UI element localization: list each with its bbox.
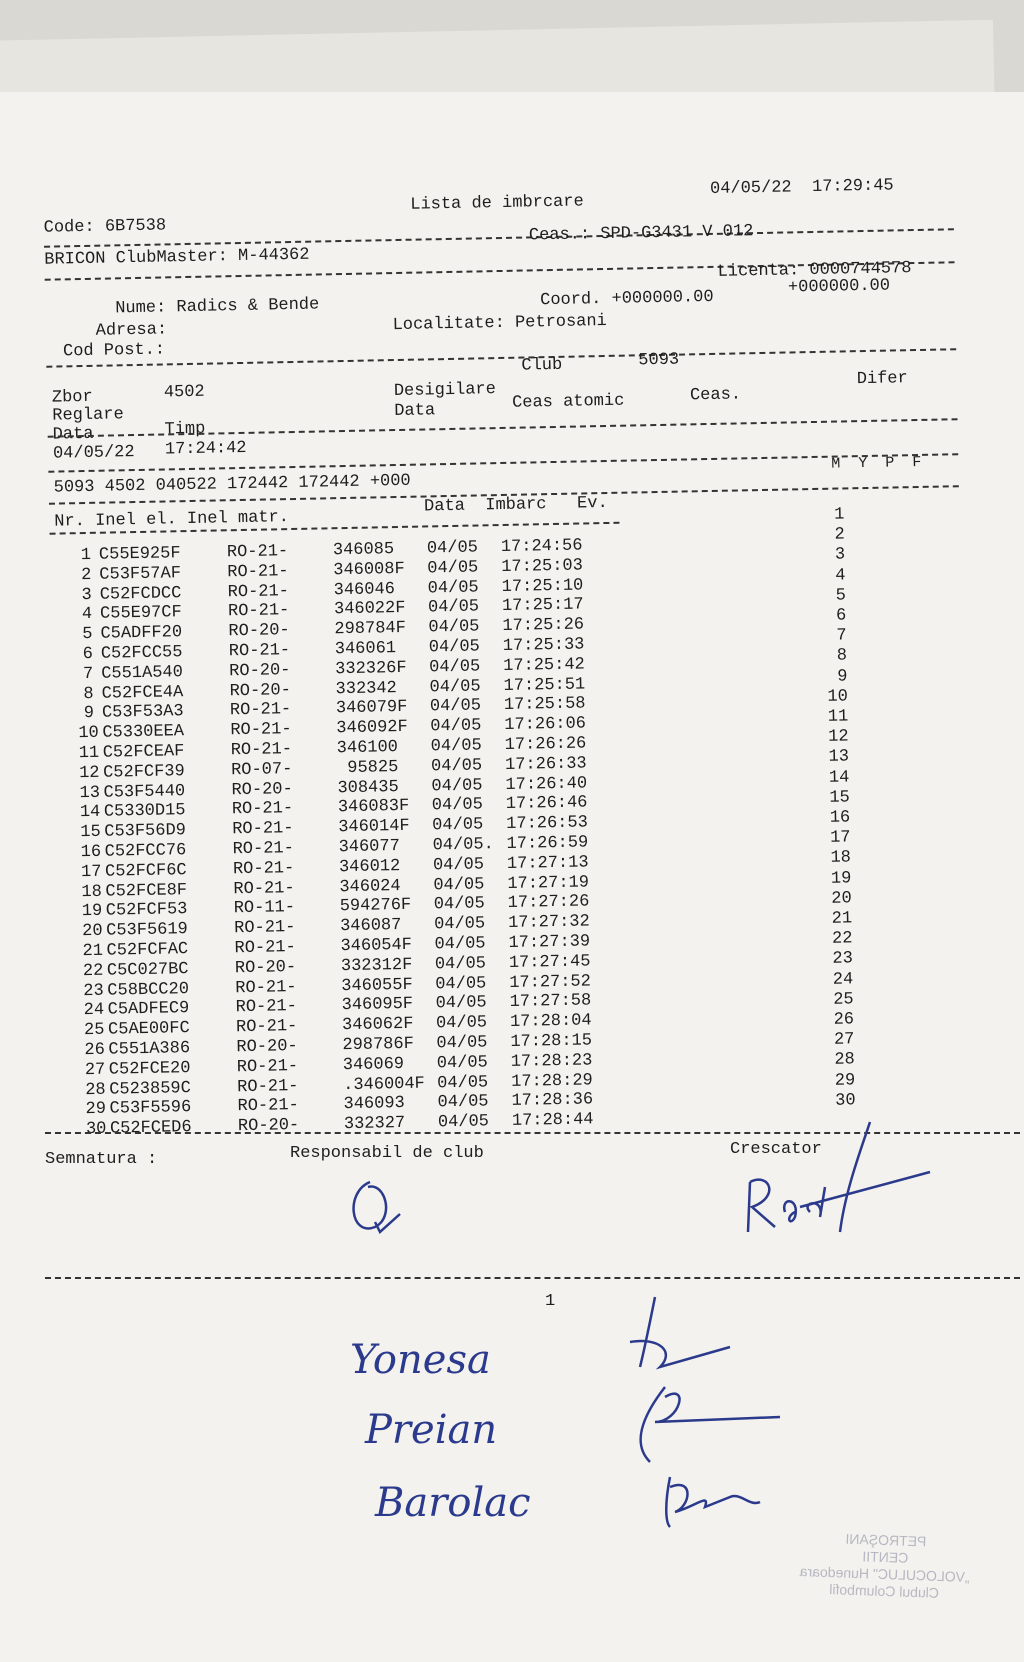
ring-number: 95825 (337, 758, 399, 778)
electronic-ring: C53F56D9 (104, 821, 186, 842)
boarding-date: 04/05 (428, 598, 479, 618)
boarding-date: 04/05 (435, 994, 486, 1014)
index-number: 10 (818, 687, 848, 707)
locality: Localitate: Petrosani (392, 312, 607, 335)
ring-number: 346079F (336, 698, 408, 718)
index-number: 11 (818, 707, 848, 727)
electronic-ring: C5AE00FC (108, 1019, 190, 1040)
electronic-ring: C52FCFAC (106, 940, 188, 961)
electronic-ring: C523859C (109, 1079, 191, 1100)
electronic-ring: C55E97CF (100, 604, 182, 625)
boarding-time: 17:25:26 (502, 616, 584, 637)
stamp-line: CENTII (790, 1546, 980, 1570)
row-number: 19 (82, 902, 98, 921)
boarding-time: 17:25:17 (502, 596, 584, 617)
ring-number: 594276F (340, 896, 412, 916)
boarding-time: 17:26:46 (506, 794, 588, 815)
boarding-date: 04/05 (437, 1073, 488, 1093)
index-number: 19 (821, 869, 851, 889)
electronic-ring: C52FCF39 (103, 762, 185, 783)
boarding-date: 04/05. (432, 835, 494, 855)
electronic-ring: C52FCC55 (101, 643, 183, 664)
boarding-date: 04/05 (435, 954, 486, 974)
electronic-ring: C52FCE8F (105, 881, 187, 902)
document-title: Lista de imbrcare (410, 192, 584, 214)
handwritten-name-1: Yonesa (350, 1337, 491, 1383)
electronic-ring: C5C027BC (107, 960, 189, 981)
ring-number: 346055F (341, 975, 413, 995)
print-datetime: 04/05/22 17:29:45 (710, 176, 894, 199)
code: Code: 6B7538 (44, 216, 167, 237)
boarding-time: 17:28:44 (512, 1111, 594, 1132)
boarding-date: 04/05 (432, 796, 483, 816)
ring-number: 346100 (337, 738, 399, 758)
row-number: 21 (82, 942, 98, 961)
boarding-date: 04/05 (434, 934, 485, 954)
document-sheet (0, 92, 1024, 1662)
ring-prefix: RO-20- (235, 958, 297, 978)
handwritten-initials (620, 1292, 820, 1532)
index-number: 21 (822, 909, 852, 929)
electronic-ring: C551A386 (108, 1039, 190, 1060)
row-number: 28 (85, 1080, 101, 1099)
boarding-date: 04/05 (437, 1053, 488, 1073)
ring-prefix: RO-21- (236, 997, 298, 1017)
signature-label: Semnatura : (45, 1150, 157, 1169)
boarding-date: 04/05 (430, 717, 481, 737)
index-number: 8 (817, 647, 847, 667)
boarding-time: 17:25:51 (503, 675, 585, 696)
boarding-date: 04/05 (432, 816, 483, 836)
ring-prefix: RO-20- (236, 1037, 298, 1057)
boarding-date: 04/05 (438, 1113, 489, 1133)
ring-prefix: RO-20- (238, 1116, 300, 1136)
breeder-signature (740, 1112, 940, 1242)
row-number: 1 (75, 546, 91, 565)
boarding-date: 04/05 (435, 974, 486, 994)
ring-number: 346012 (339, 857, 401, 877)
ring-number: 346054F (340, 936, 412, 956)
ring-number: 346062F (342, 1015, 414, 1035)
row-number: 12 (79, 764, 95, 783)
boarding-date: 04/05 (434, 915, 485, 935)
boarding-date: 04/05 (429, 657, 480, 677)
row-number: 4 (76, 605, 92, 624)
index-number: 16 (820, 808, 850, 828)
boarding-time: 17:28:23 (511, 1051, 593, 1072)
ring-number: 346061 (335, 639, 397, 659)
boarding-time: 17:26:06 (504, 715, 586, 736)
index-number: 18 (821, 849, 851, 869)
electronic-ring: C53F5619 (106, 920, 188, 941)
page-number: 1 (545, 1292, 555, 1311)
boarding-time: 17:27:26 (508, 893, 590, 914)
boarding-time: 17:28:29 (511, 1071, 593, 1092)
electronic-ring: C5330EEA (102, 722, 184, 743)
index-number: 25 (823, 990, 853, 1010)
electronic-ring: C53F53A3 (102, 703, 184, 724)
ring-prefix: RO-20- (229, 681, 291, 701)
index-number: 29 (825, 1071, 855, 1091)
row-number: 29 (85, 1100, 101, 1119)
ring-prefix: RO-21- (232, 819, 294, 839)
electronic-ring: C52FCF6C (105, 861, 187, 882)
index-number: 17 (820, 829, 850, 849)
index-number: 12 (818, 728, 848, 748)
row-number: 16 (81, 843, 97, 862)
club-stamp (789, 1529, 981, 1604)
mypf-header: M Y P F (831, 454, 921, 473)
boarding-time: 17:27:13 (507, 853, 589, 874)
ring-number: 346008F (333, 560, 405, 580)
index-number: 13 (819, 748, 849, 768)
ring-prefix: RO-21- (232, 839, 294, 859)
ring-number: .346004F (343, 1074, 425, 1095)
row-number: 3 (76, 585, 92, 604)
electronic-ring: C551A540 (101, 663, 183, 684)
index-number: 1 (814, 505, 844, 525)
stamp-line: PETROŞANI (791, 1529, 981, 1553)
ring-number: 332312F (341, 956, 413, 976)
row-number: 10 (78, 724, 94, 743)
atomic-clock-label: Ceas atomic (512, 392, 625, 413)
flight-label: Zbor (52, 388, 93, 408)
index-number: 30 (825, 1091, 855, 1111)
ring-prefix: RO-20- (228, 621, 290, 641)
electronic-ring: C52FCE4A (101, 683, 183, 704)
boarding-time: 17:24:56 (501, 536, 583, 557)
columns-left: Nr. Inel el. Inel matr. (54, 508, 289, 532)
row-number: 8 (77, 684, 93, 703)
electronic-ring: C52FCF53 (106, 901, 188, 922)
boarding-time: 17:26:59 (506, 833, 588, 854)
time-label: Timp (164, 420, 205, 440)
ring-prefix: RO-21- (237, 1077, 299, 1097)
unsealing-date-label: Data (394, 401, 435, 421)
ring-prefix: RO-21- (235, 978, 297, 998)
index-number: 5 (816, 586, 846, 606)
ring-prefix: RO-21- (232, 799, 294, 819)
ring-number: 298784F (334, 619, 406, 639)
ring-prefix: RO-21- (237, 1057, 299, 1077)
divider (46, 348, 956, 367)
index-number: 23 (823, 950, 853, 970)
clubmaster: BRICON ClubMaster: M-44362 (44, 246, 310, 270)
divider (45, 1277, 1020, 1279)
ring-prefix: RO-21- (230, 720, 292, 740)
ring-number: 346022F (334, 599, 406, 619)
ring-prefix: RO-20- (231, 780, 293, 800)
boarding-time: 17:28:15 (510, 1031, 592, 1052)
row-number: 2 (75, 566, 91, 585)
ring-number: 332326F (335, 659, 407, 679)
ring-prefix: RO-21- (234, 918, 296, 938)
boarding-date: 04/05 (433, 875, 484, 895)
breeder-label: Crescator (730, 1140, 822, 1159)
boarding-time: 17:27:32 (508, 913, 590, 934)
boarding-time: 17:25:03 (501, 556, 583, 577)
row-number: 9 (78, 704, 94, 723)
boarding-date: 04/05 (430, 697, 481, 717)
unsealing-label: Desigilare (394, 380, 496, 401)
index-number: 2 (815, 526, 845, 546)
index-number: 9 (817, 667, 847, 687)
index-number: 22 (822, 930, 852, 950)
boarding-date: 04/05 (436, 1014, 487, 1034)
club-label: Club (521, 356, 562, 376)
boarding-date: 04/05 (431, 776, 482, 796)
ring-number: 298786F (342, 1035, 414, 1055)
clock-label: Ceas. (690, 385, 741, 405)
adjustment-date: 04/05/22 (53, 443, 135, 464)
divider (44, 228, 954, 247)
ring-prefix: RO-21- (228, 582, 290, 602)
ring-number: 346014F (338, 817, 410, 837)
boarding-date: 04/05 (429, 637, 480, 657)
ring-prefix: RO-21- (234, 938, 296, 958)
boarding-time: 17:25:42 (503, 655, 585, 676)
row-number: 5 (76, 625, 92, 644)
boarding-time: 17:26:33 (505, 754, 587, 775)
row-number: 26 (84, 1041, 100, 1060)
index-number: 6 (816, 606, 846, 626)
ring-prefix: RO-21- (236, 1017, 298, 1037)
ring-number: 332342 (335, 679, 397, 699)
boarding-time: 17:27:39 (508, 932, 590, 953)
ring-number: 346085 (333, 540, 395, 560)
electronic-ring: C53F5596 (109, 1098, 191, 1119)
row-number: 23 (83, 981, 99, 1000)
boarding-time: 17:27:58 (509, 992, 591, 1013)
boarding-date: 04/05 (427, 538, 478, 558)
index-number: 28 (825, 1051, 855, 1071)
difference-label: Difer (857, 369, 908, 389)
boarding-time: 17:26:53 (506, 814, 588, 835)
index-number: 15 (820, 788, 850, 808)
ring-number: 346087 (340, 916, 402, 936)
ring-number: 346077 (338, 837, 400, 857)
index-number: 4 (815, 566, 845, 586)
ring-prefix: RO-21- (227, 542, 289, 562)
row-number: 20 (82, 922, 98, 941)
boarding-date: 04/05 (433, 855, 484, 875)
ring-prefix: RO-21- (230, 700, 292, 720)
row-number: 17 (81, 863, 97, 882)
electronic-ring: C52FCDCC (100, 584, 182, 605)
ring-number: 308435 (337, 778, 399, 798)
ring-prefix: RO-21- (231, 740, 293, 760)
index-number: 26 (824, 1010, 854, 1030)
boarding-date: 04/05 (427, 578, 478, 598)
electronic-ring: C5ADFEC9 (108, 999, 190, 1020)
ring-prefix: RO-07- (231, 760, 293, 780)
ring-number: 346024 (339, 877, 401, 897)
index-number: 20 (822, 889, 852, 909)
electronic-ring: C5330D15 (104, 802, 186, 823)
boarding-time: 17:26:40 (505, 774, 587, 795)
boarding-date: 04/05 (436, 1033, 487, 1053)
boarding-time: 17:28:36 (511, 1091, 593, 1112)
stamp-line: „VOLOCULUC" Hunedoara (789, 1563, 979, 1587)
summary-line: 5093 4502 040522 172442 172442 +000 (54, 472, 411, 498)
row-number: 15 (80, 823, 96, 842)
ring-prefix: RO-21- (229, 641, 291, 661)
boarding-date: 04/05 (431, 736, 482, 756)
ring-number: 346093 (343, 1094, 405, 1114)
club-value: 5093 (638, 351, 679, 371)
index-number: 14 (819, 768, 849, 788)
club-responsible-label: Responsabil de club (290, 1144, 484, 1163)
boarding-time: 17:27:19 (507, 873, 589, 894)
boarding-date: 04/05 (431, 756, 482, 776)
row-number: 6 (77, 645, 93, 664)
date-label: Data (52, 425, 93, 445)
clock-id: Ceas.: SPD-G3431 V 012 (529, 222, 754, 245)
boarding-date: 04/05 (429, 677, 480, 697)
boarding-date: 04/05 (427, 558, 478, 578)
row-number: 18 (81, 882, 97, 901)
boarding-time: 17:25:33 (503, 635, 585, 656)
ring-prefix: RO-21- (233, 879, 295, 899)
electronic-ring: C55E925F (99, 544, 181, 565)
handwritten-name-3: Barolac (375, 1480, 531, 1526)
flight-value: 4502 (164, 383, 205, 403)
electronic-ring: C53F57AF (99, 564, 181, 585)
index-number: 27 (824, 1031, 854, 1051)
columns-right: Data Imbarc Ev. (424, 494, 608, 517)
boarding-time: 17:26:26 (505, 734, 587, 755)
ring-number: 346046 (334, 580, 396, 600)
electronic-ring: C52FCC76 (104, 841, 186, 862)
row-number: 13 (79, 783, 95, 802)
electronic-ring: C53F5440 (103, 782, 185, 803)
coordinates-2: +000000.00 (788, 277, 890, 298)
row-number: 14 (80, 803, 96, 822)
stamp-line: Clubul Columbofil (789, 1580, 979, 1604)
ring-number: 346069 (343, 1055, 405, 1075)
boarding-time: 17:25:58 (504, 695, 586, 716)
boarding-date: 04/05 (437, 1093, 488, 1113)
address-label: Adresa: (95, 320, 167, 340)
license: Licenta: 0000744578 (717, 259, 911, 282)
index-number: 24 (823, 970, 853, 990)
row-number: 11 (79, 744, 95, 763)
electronic-ring: C52FCED6 (110, 1118, 192, 1139)
electronic-ring: C52FCE20 (109, 1059, 191, 1080)
ring-number: 346083F (338, 797, 410, 817)
boarding-time: 17:27:45 (509, 952, 591, 973)
ring-number: 346095F (341, 995, 413, 1015)
coordinates: Coord. +000000.00 (540, 288, 714, 310)
printout (0, 82, 1024, 1501)
boarding-date: 04/05 (434, 895, 485, 915)
postal-code-label: Cod Post.: (63, 340, 165, 361)
club-signature (340, 1172, 440, 1242)
row-number: 24 (84, 1001, 100, 1020)
boarding-time: 17:28:04 (510, 1012, 592, 1033)
ring-prefix: RO-20- (229, 661, 291, 681)
boarding-time: 17:25:10 (501, 576, 583, 597)
ring-number: 346092F (336, 718, 408, 738)
ring-prefix: RO-21- (227, 562, 289, 582)
row-number: 7 (77, 665, 93, 684)
boarding-time: 17:27:52 (509, 972, 591, 993)
adjustment-label: Reglare (52, 405, 124, 425)
ring-prefix: RO-21- (228, 601, 290, 621)
handwritten-name-2: Preian (365, 1407, 497, 1453)
owner-name: Nume: Radics & Bende (115, 295, 319, 318)
electronic-ring: C52FCEAF (103, 742, 185, 763)
row-number: 27 (85, 1061, 101, 1080)
ring-number: 332327 (344, 1114, 406, 1134)
index-number: 3 (815, 546, 845, 566)
row-number: 22 (83, 962, 99, 981)
electronic-ring: C5ADFF20 (100, 623, 182, 644)
row-number: 30 (86, 1120, 102, 1139)
adjustment-time: 17:24:42 (165, 439, 247, 460)
boarding-date: 04/05 (428, 618, 479, 638)
ring-prefix: RO-21- (233, 859, 295, 879)
ring-prefix: RO-21- (237, 1096, 299, 1116)
electronic-ring: C58BCC20 (107, 980, 189, 1001)
ring-prefix: RO-11- (234, 898, 296, 918)
row-number: 25 (84, 1021, 100, 1040)
index-number: 7 (816, 627, 846, 647)
